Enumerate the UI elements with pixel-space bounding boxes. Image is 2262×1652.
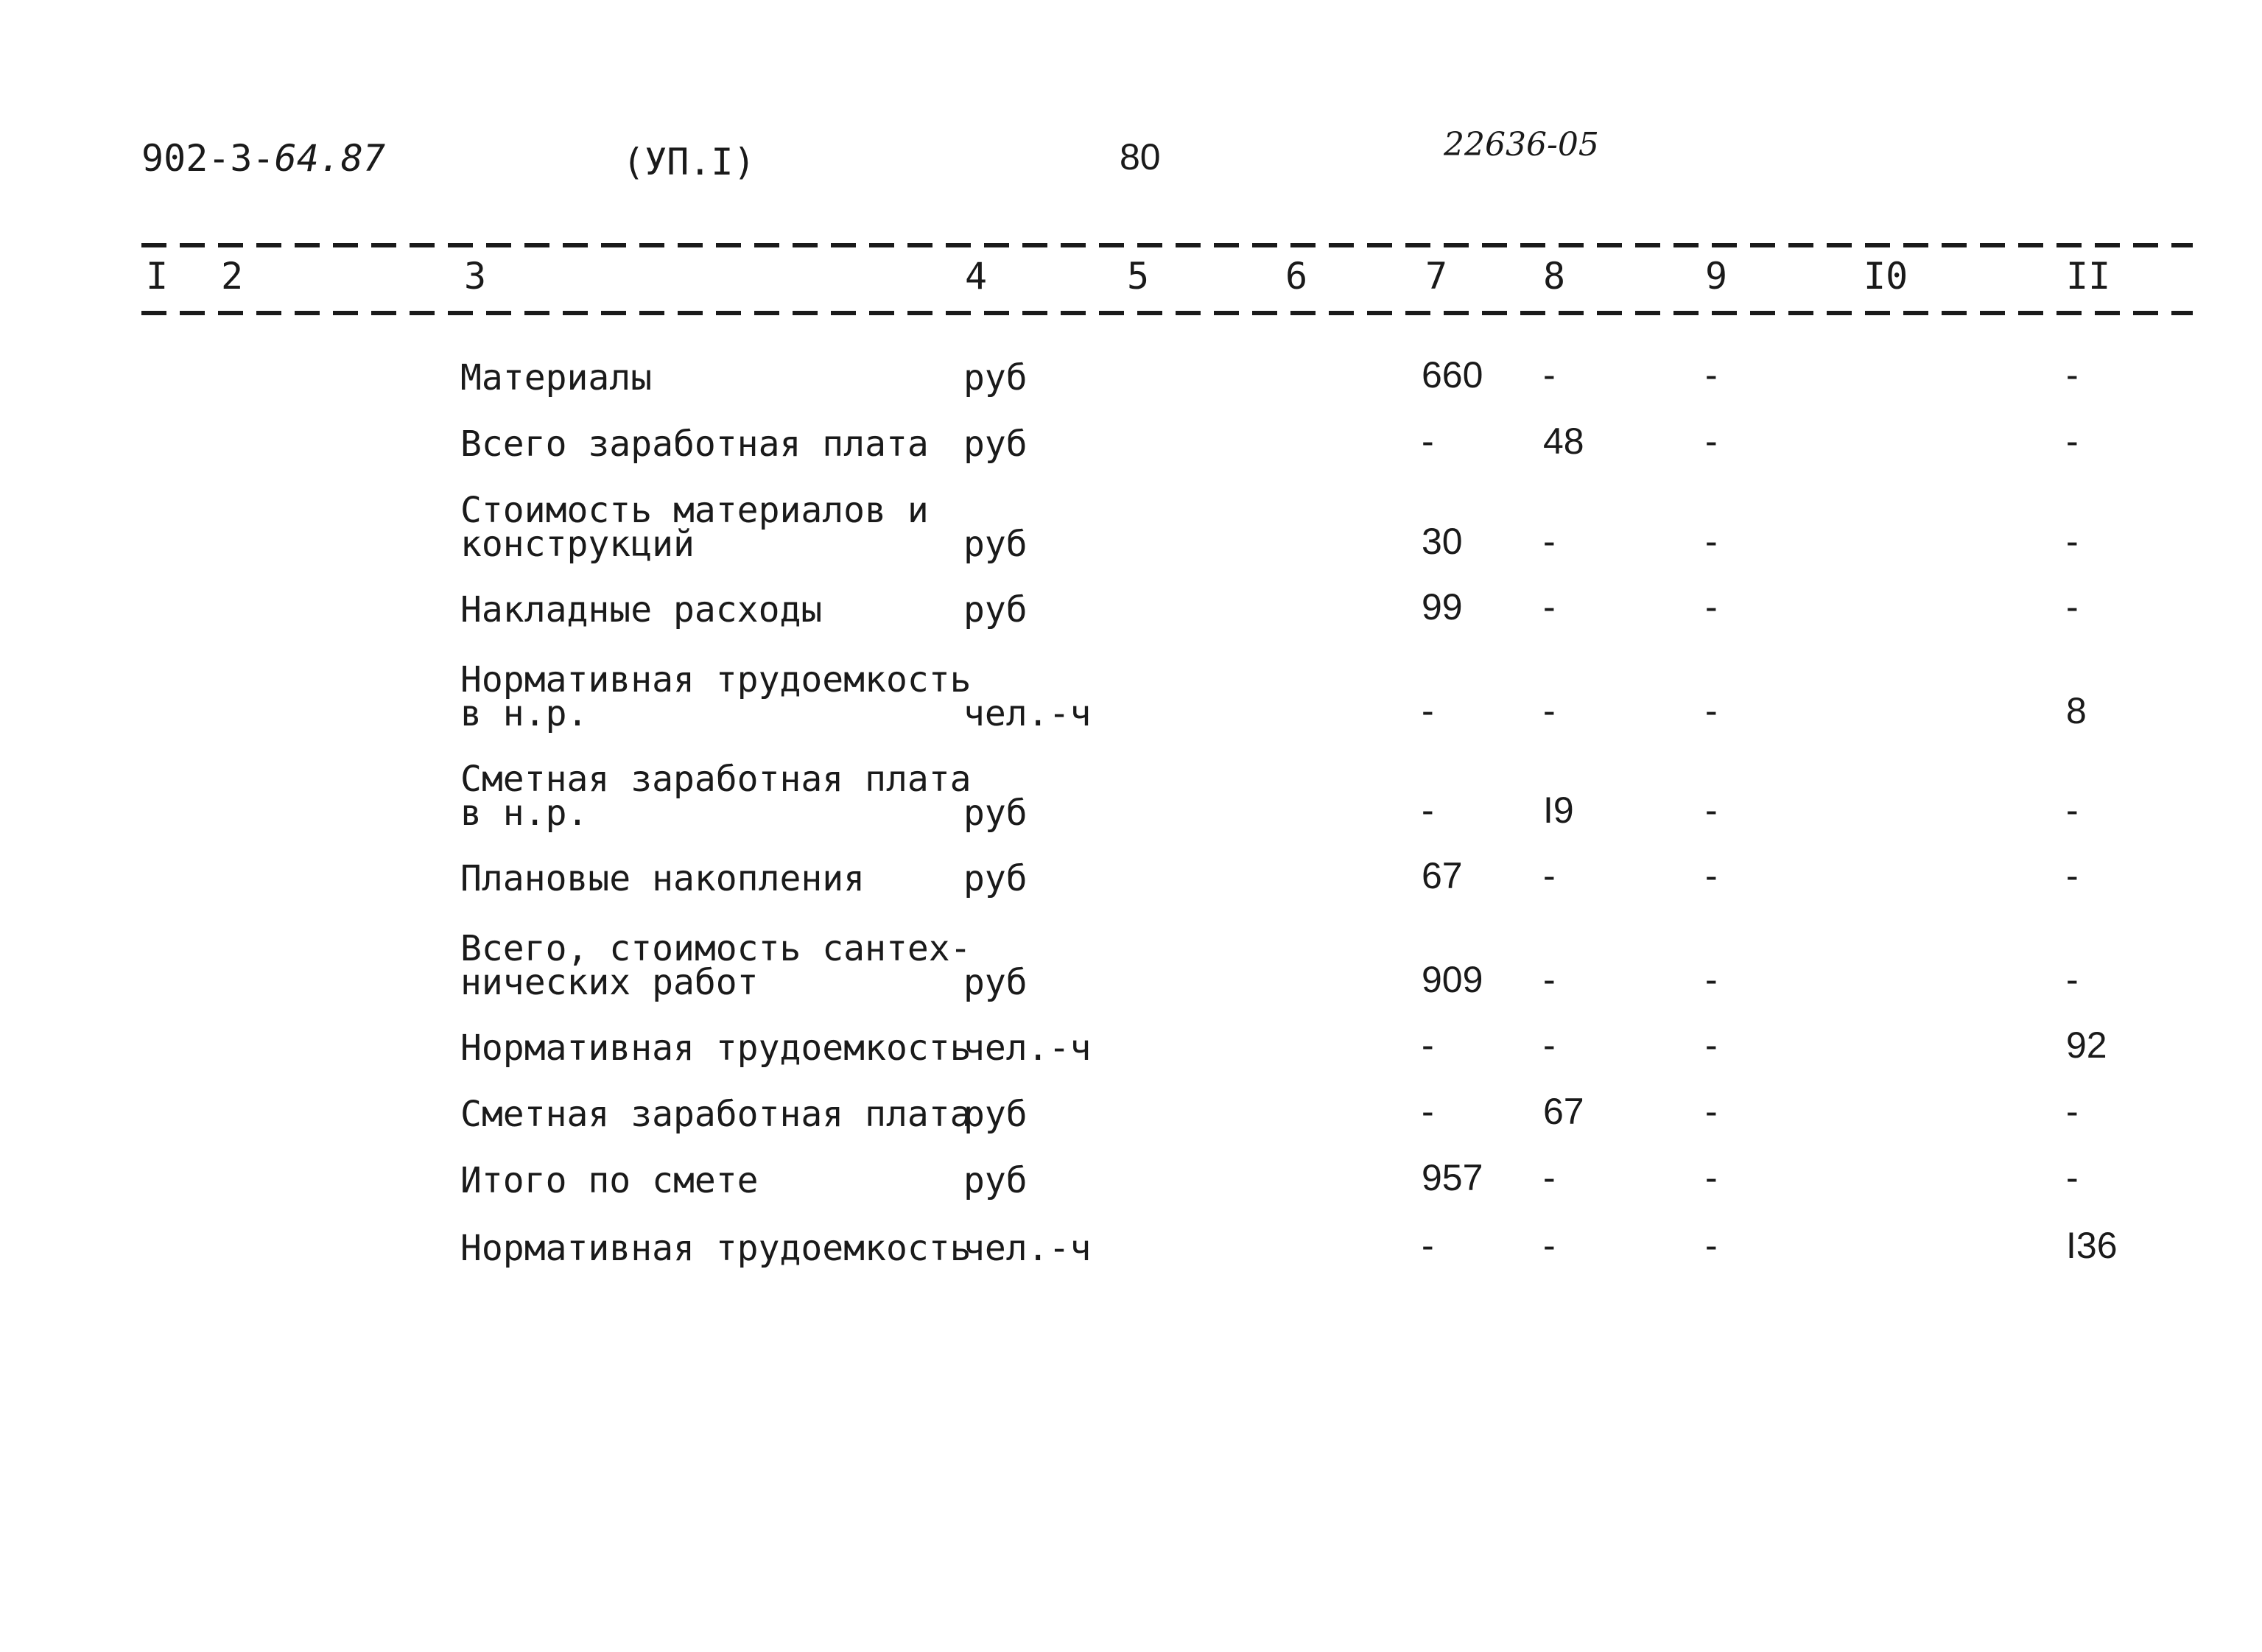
row-unit: руб — [963, 589, 1028, 630]
row-label: Сметная заработная плата — [460, 759, 972, 800]
row-value-col-8: - — [1543, 521, 1556, 562]
row-label: Всего заработная плата — [460, 423, 929, 465]
section-label: (УП.I) — [622, 141, 756, 183]
row-label: Накладные расходы — [460, 589, 823, 630]
row-unit: руб — [963, 524, 1028, 565]
row-value-col-9: - — [1705, 1024, 1718, 1066]
row-label: конструкций — [460, 524, 695, 565]
row-value-col-7: - — [1422, 1091, 1434, 1132]
row-unit: чел.-ч — [963, 1228, 1092, 1269]
row-unit: руб — [963, 423, 1028, 465]
row-value-col-8: - — [1543, 1157, 1556, 1198]
row-value-col-8: - — [1543, 586, 1556, 628]
row-value-col-11: 92 — [2066, 1024, 2107, 1066]
row-label: в н.р. — [460, 792, 589, 834]
row-label: Всего, стоимость сантех- — [460, 928, 972, 969]
column-number-2: 2 — [221, 255, 244, 298]
row-value-col-7: 660 — [1422, 354, 1483, 396]
row-value-col-11: - — [2066, 959, 2079, 1000]
column-number-11: II — [2066, 255, 2111, 298]
column-number-9: 9 — [1705, 255, 1728, 298]
column-number-7: 7 — [1425, 255, 1448, 298]
row-value-col-7: - — [1422, 790, 1434, 831]
page-number: 80 — [1120, 136, 1161, 177]
row-value-col-8: 67 — [1543, 1091, 1584, 1132]
row-value-col-9: - — [1705, 1157, 1718, 1198]
column-number-1: I — [146, 255, 169, 298]
row-unit: руб — [963, 792, 1028, 834]
row-value-col-8: - — [1543, 690, 1556, 731]
row-value-col-8: - — [1543, 959, 1556, 1000]
row-value-col-7: 99 — [1422, 586, 1463, 628]
row-value-col-7: 909 — [1422, 959, 1483, 1000]
document-code — [141, 137, 386, 180]
handwritten-doc-number: 22636-05 — [1444, 126, 1599, 164]
row-label: Стоимость материалов и — [460, 490, 929, 531]
column-number-6: 6 — [1285, 255, 1308, 298]
row-unit: руб — [963, 858, 1028, 899]
row-label: Плановые накопления — [460, 858, 865, 899]
row-value-col-11: - — [2066, 790, 2079, 831]
row-value-col-9: - — [1705, 959, 1718, 1000]
row-value-col-7: - — [1422, 1024, 1434, 1066]
column-number-4: 4 — [965, 255, 988, 298]
row-value-col-8: 48 — [1543, 421, 1584, 462]
row-unit: руб — [963, 962, 1028, 1003]
row-value-col-11: - — [2066, 521, 2079, 562]
row-label: нических работ — [460, 962, 759, 1003]
row-unit: руб — [963, 357, 1028, 398]
document-code-suffix: 64.87 — [274, 137, 386, 180]
table-header-rule — [141, 311, 2193, 315]
row-unit: руб — [963, 1160, 1028, 1201]
row-value-col-9: - — [1705, 690, 1718, 731]
document-code-prefix: 902-3- — [141, 137, 275, 180]
row-value-col-9: - — [1705, 1091, 1718, 1132]
row-label: Нормативная трудоемкость — [460, 659, 972, 700]
row-value-col-11: - — [2066, 855, 2079, 896]
row-label: в н.р. — [460, 693, 589, 734]
row-value-col-8: I9 — [1543, 790, 1574, 831]
row-value-col-7: 67 — [1422, 855, 1463, 896]
row-value-col-11: - — [2066, 586, 2079, 628]
row-value-col-11: - — [2066, 421, 2079, 462]
row-unit: чел.-ч — [963, 693, 1092, 734]
row-value-col-8: - — [1543, 855, 1556, 896]
row-value-col-9: - — [1705, 790, 1718, 831]
row-value-col-11: I36 — [2066, 1225, 2118, 1266]
row-value-col-9: - — [1705, 855, 1718, 896]
row-value-col-8: - — [1543, 1024, 1556, 1066]
row-value-col-7: - — [1422, 421, 1434, 462]
row-value-col-7: - — [1422, 690, 1434, 731]
row-value-col-7: 30 — [1422, 521, 1463, 562]
row-value-col-11: - — [2066, 354, 2079, 396]
row-value-col-9: - — [1705, 586, 1718, 628]
row-unit: чел.-ч — [963, 1027, 1092, 1069]
row-label: Нормативная трудоемкость — [460, 1228, 972, 1269]
row-label: Итого по смете — [460, 1160, 759, 1201]
row-value-col-8: - — [1543, 1225, 1556, 1266]
row-label: Сметная заработная плата — [460, 1094, 972, 1135]
row-label: Материалы — [460, 357, 653, 398]
row-value-col-8: - — [1543, 354, 1556, 396]
row-label: Нормативная трудоемкость — [460, 1027, 972, 1069]
row-value-col-9: - — [1705, 1225, 1718, 1266]
row-unit: руб — [963, 1094, 1028, 1135]
column-number-5: 5 — [1127, 255, 1150, 298]
row-value-col-11: 8 — [2066, 690, 2087, 731]
column-number-3: 3 — [464, 255, 487, 298]
row-value-col-9: - — [1705, 354, 1718, 396]
row-value-col-7: - — [1422, 1225, 1434, 1266]
row-value-col-9: - — [1705, 521, 1718, 562]
row-value-col-9: - — [1705, 421, 1718, 462]
column-number-8: 8 — [1543, 255, 1566, 298]
row-value-col-11: - — [2066, 1091, 2079, 1132]
row-value-col-7: 957 — [1422, 1157, 1483, 1198]
row-value-col-11: - — [2066, 1157, 2079, 1198]
table-top-rule — [141, 243, 2193, 247]
column-number-10: I0 — [1864, 255, 1908, 298]
